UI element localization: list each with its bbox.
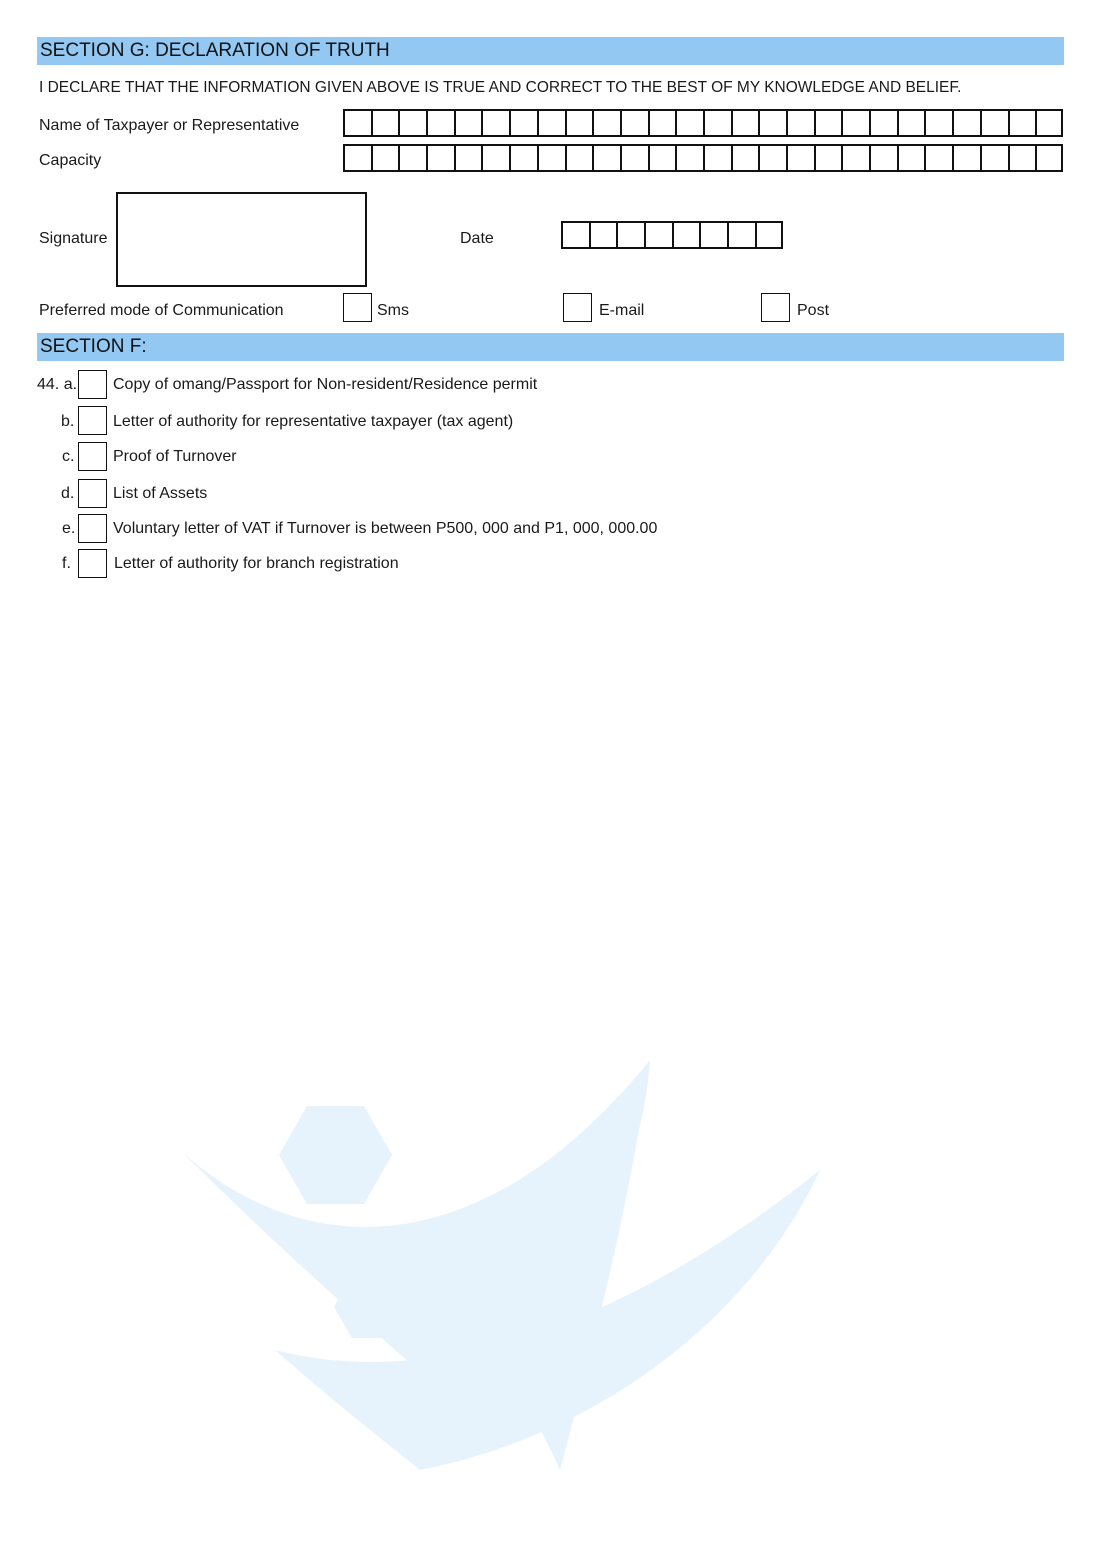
- char-cell[interactable]: [980, 109, 1008, 137]
- item-label-a: Copy of omang/Passport for Non-resident/Residence permit: [113, 376, 538, 393]
- char-cell[interactable]: [537, 109, 565, 137]
- item-marker-a: 44. a.: [37, 376, 78, 393]
- date-field[interactable]: [561, 221, 783, 249]
- char-cell[interactable]: [426, 109, 454, 137]
- char-cell[interactable]: [755, 221, 783, 249]
- char-cell[interactable]: [592, 144, 620, 172]
- char-cell[interactable]: [565, 144, 593, 172]
- char-cell[interactable]: [924, 144, 952, 172]
- name-label: Name of Taxpayer or Representative: [39, 117, 300, 134]
- char-cell[interactable]: [952, 144, 980, 172]
- char-cell[interactable]: [703, 109, 731, 137]
- char-cell[interactable]: [1035, 144, 1063, 172]
- char-cell[interactable]: [454, 144, 482, 172]
- char-cell[interactable]: [731, 144, 759, 172]
- char-cell[interactable]: [561, 221, 589, 249]
- signature-label: Signature: [39, 230, 108, 247]
- item-marker-b: b.: [61, 413, 75, 430]
- char-cell[interactable]: [343, 109, 371, 137]
- char-cell[interactable]: [398, 109, 426, 137]
- sms-checkbox[interactable]: [343, 293, 372, 322]
- char-cell[interactable]: [648, 109, 676, 137]
- capacity-label: Capacity: [39, 152, 102, 169]
- char-cell[interactable]: [814, 144, 842, 172]
- char-cell[interactable]: [758, 144, 786, 172]
- char-cell[interactable]: [371, 144, 399, 172]
- char-cell[interactable]: [648, 144, 676, 172]
- char-cell[interactable]: [786, 144, 814, 172]
- name-field[interactable]: [343, 109, 1063, 137]
- item-checkbox-d[interactable]: [78, 479, 107, 508]
- char-cell[interactable]: [758, 109, 786, 137]
- section-g-header: [37, 37, 1064, 65]
- char-cell[interactable]: [980, 144, 1008, 172]
- char-cell[interactable]: [509, 144, 537, 172]
- char-cell[interactable]: [620, 109, 648, 137]
- preferred-mode-label: Preferred mode of Communication: [39, 302, 284, 319]
- char-cell[interactable]: [897, 109, 925, 137]
- char-cell[interactable]: [814, 109, 842, 137]
- char-cell[interactable]: [398, 144, 426, 172]
- char-cell[interactable]: [537, 144, 565, 172]
- item-marker-c: c.: [62, 448, 75, 465]
- item-label-b: Letter of authority for representative taxpayer (tax agent): [113, 413, 514, 430]
- char-cell[interactable]: [727, 221, 755, 249]
- char-cell[interactable]: [371, 109, 399, 137]
- date-label: Date: [460, 230, 494, 247]
- item-marker-f: f.: [62, 555, 71, 572]
- char-cell[interactable]: [343, 144, 371, 172]
- char-cell[interactable]: [1008, 109, 1036, 137]
- char-cell[interactable]: [426, 144, 454, 172]
- post-label: Post: [797, 302, 830, 319]
- item-marker-d: d.: [61, 485, 75, 502]
- char-cell[interactable]: [565, 109, 593, 137]
- char-cell[interactable]: [620, 144, 648, 172]
- char-cell[interactable]: [699, 221, 727, 249]
- char-cell[interactable]: [952, 109, 980, 137]
- item-label-c: Proof of Turnover: [113, 448, 237, 465]
- char-cell[interactable]: [841, 109, 869, 137]
- item-label-e: Voluntary letter of VAT if Turnover is between P500, 000 and P1, 000, 000.00: [113, 520, 658, 537]
- char-cell[interactable]: [675, 109, 703, 137]
- section-f-title: SECTION F:: [40, 336, 147, 357]
- char-cell[interactable]: [592, 109, 620, 137]
- char-cell[interactable]: [481, 144, 509, 172]
- char-cell[interactable]: [786, 109, 814, 137]
- item-label-d: List of Assets: [113, 485, 208, 502]
- char-cell[interactable]: [616, 221, 644, 249]
- char-cell[interactable]: [731, 109, 759, 137]
- char-cell[interactable]: [841, 144, 869, 172]
- char-cell[interactable]: [509, 109, 537, 137]
- char-cell[interactable]: [1008, 144, 1036, 172]
- char-cell[interactable]: [589, 221, 617, 249]
- signature-box[interactable]: [116, 192, 367, 287]
- item-label-f: Letter of authority for branch registration: [114, 555, 399, 572]
- char-cell[interactable]: [675, 144, 703, 172]
- char-cell[interactable]: [869, 144, 897, 172]
- capacity-field[interactable]: [343, 144, 1063, 172]
- item-checkbox-a[interactable]: [78, 370, 107, 399]
- char-cell[interactable]: [869, 109, 897, 137]
- declaration-text: I DECLARE THAT THE INFORMATION GIVEN ABOVE IS TRUE AND CORRECT TO THE BEST OF MY KNOWLEDGE AND BELIEF.: [39, 79, 962, 96]
- char-cell[interactable]: [703, 144, 731, 172]
- section-f-header: [37, 333, 1064, 361]
- section-g-title: SECTION G: DECLARATION OF TRUTH: [40, 40, 390, 61]
- post-checkbox[interactable]: [761, 293, 790, 322]
- char-cell[interactable]: [897, 144, 925, 172]
- item-checkbox-c[interactable]: [78, 442, 107, 471]
- char-cell[interactable]: [1035, 109, 1063, 137]
- char-cell[interactable]: [924, 109, 952, 137]
- email-label: E-mail: [599, 302, 645, 319]
- char-cell[interactable]: [644, 221, 672, 249]
- item-checkbox-f[interactable]: [78, 549, 107, 578]
- sms-label: Sms: [377, 302, 409, 319]
- email-checkbox[interactable]: [563, 293, 592, 322]
- char-cell[interactable]: [454, 109, 482, 137]
- item-checkbox-e[interactable]: [78, 514, 107, 543]
- item-checkbox-b[interactable]: [78, 406, 107, 435]
- char-cell[interactable]: [672, 221, 700, 249]
- char-cell[interactable]: [481, 109, 509, 137]
- item-marker-e: e.: [62, 520, 76, 537]
